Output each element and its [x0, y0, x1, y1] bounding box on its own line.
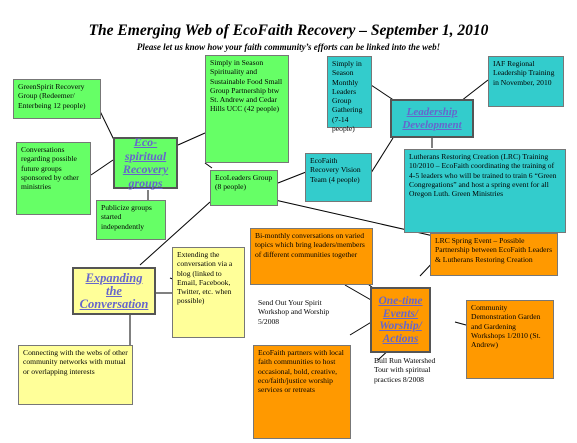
hub-label: One-time Events/ Worship/ Actions: [378, 295, 423, 345]
node-vision-team: EcoFaith Recovery Vision Team (4 people): [305, 153, 372, 202]
node-ecofaith-partners: EcoFaith partners with local faith communities to host occasional, bold, creative, eco/faith/justice worship services or retreats: [253, 345, 351, 439]
hub-label: Expanding the Conversation: [79, 270, 149, 311]
connector: [205, 163, 212, 168]
node-connecting-networks: Connecting with the webs of other community networks with mutual or overlapping interests: [18, 345, 133, 405]
hub-one-time-events: [370, 287, 431, 353]
node-bull-run-tour: Bull Run Watershed Tour with spiritual practices 8/2008: [374, 356, 436, 384]
connector: [371, 138, 393, 173]
node-publicize-groups: Publicize groups started independently: [96, 200, 166, 240]
hub-eco-spiritual-recovery-groups: [113, 137, 178, 189]
node-lrc-training: Lutherans Restoring Creation (LRC) Training 10/2010 – EcoFaith coordinating the training of 4-5 leaders who will be trained to train 6 “Green Congregations” and host a spring event for all Oregon Luth. Green Ministries: [404, 149, 566, 233]
node-simply-in-season-small-group: Simply in Season Spirituality and Sustainable Food Small Group Partnership btw St. Andrew and Cedar Hills UCC (42 people): [205, 55, 289, 163]
node-conversations-future-groups: Conversations regarding possible future groups sponsored by other ministries: [16, 142, 91, 215]
node-ecoleaders-group: EcoLeaders Group (8 people): [210, 170, 278, 206]
node-iaf-training: IAF Regional Leadership Training in November, 2010: [488, 56, 564, 107]
node-greenspirit: GreenSpirit Recovery Group (Redeemer/ Enterbeing 12 people): [13, 79, 101, 119]
hub-leadership-development: [390, 99, 474, 138]
hub-label: Eco-spiritual Recovery groups: [122, 135, 169, 190]
connector: [455, 322, 466, 325]
hub-label: Leadership Development: [402, 105, 462, 131]
node-simply-in-season-monthly: Simply in Season Monthly Leaders Group Gathering (7-14 people): [327, 56, 372, 128]
node-lrc-spring-event: LRC Spring Event – Possible Partnership between EcoFaith Leaders & Lutherans Restoring Creation: [430, 233, 558, 276]
node-community-garden: Community Demonstration Garden and Gardening Workshops 1/2010 (St. Andrew): [466, 300, 554, 379]
hub-expanding-the-conversation: [72, 267, 156, 315]
node-bimonthly-conversations: Bi-monthly conversations on varied topics which bring leaders/members of different communities together: [250, 228, 373, 285]
node-send-out-your-spirit: Send Out Your Spirit Workshop and Worship 5/2008: [258, 298, 330, 326]
node-extending-blog: Extending the conversation via a blog (linked to Email, Facebook, Twitter, etc. when possible): [172, 247, 245, 338]
connector: [178, 133, 205, 145]
connector: [91, 160, 113, 175]
diagram-title: The Emerging Web of EcoFaith Recovery – September 1, 2010: [88, 22, 489, 39]
connector: [461, 80, 488, 101]
diagram-subtitle: Please let us know how your faith community’s efforts can be linked into the web!: [136, 42, 441, 52]
connector: [278, 172, 306, 183]
